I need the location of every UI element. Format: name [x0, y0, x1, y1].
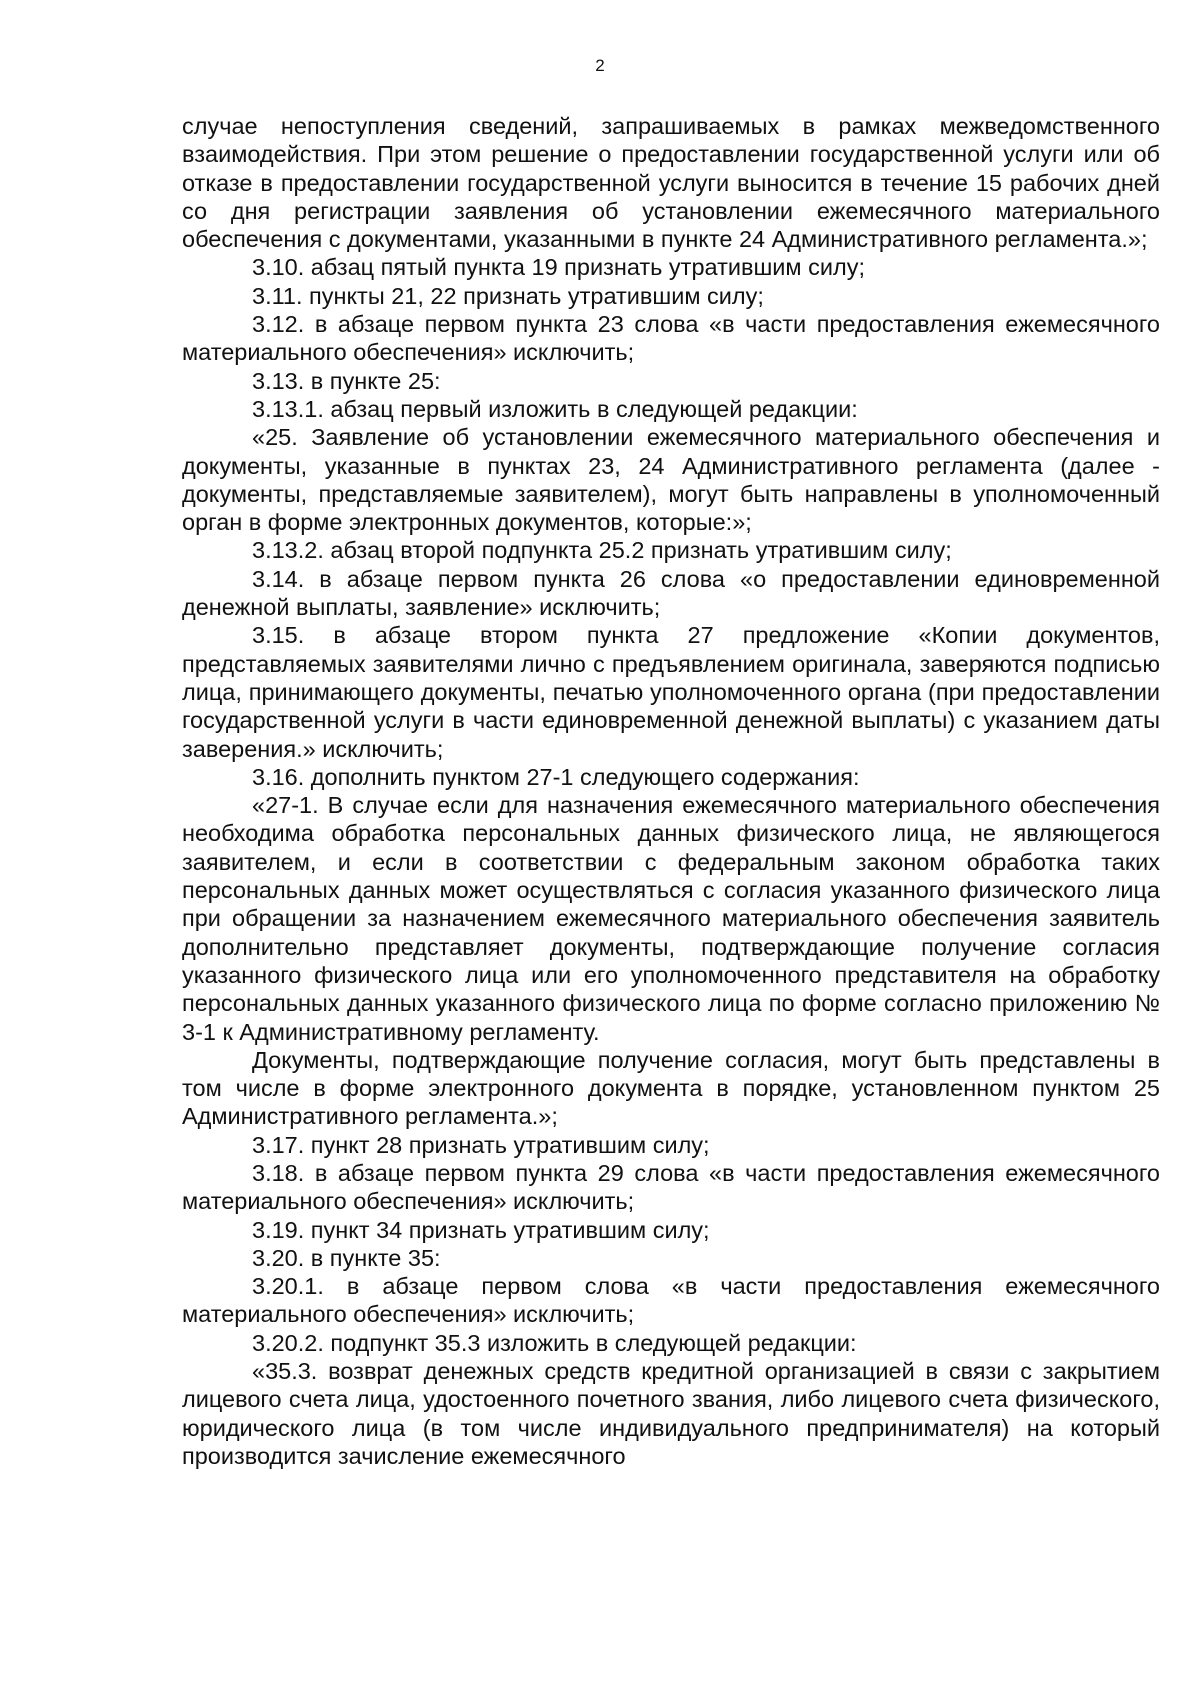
paragraph: 3.14. в абзаце первом пункта 26 слова «о предоставлении единовременной денежной выплаты, заявление» исключить; [182, 565, 1160, 621]
paragraph: 3.13.2. абзац второй подпункта 25.2 признать утратившим силу; [252, 537, 952, 564]
paragraph: «25. Заявление об установлении ежемесячного материального обеспечения и документы, указанные в пунктах 23, 24 Административного регламента (далее - документы, представляемые заявителем), могут быть направлены в уполномоченный орган в форме электронных документов, которые:»; [182, 424, 1160, 536]
paragraph: 3.17. пункт 28 признать утратившим силу; [252, 1131, 710, 1158]
paragraph: 3.11. пункты 21, 22 признать утратившим силу; [252, 282, 764, 309]
document-body [182, 112, 1160, 1470]
paragraph: 3.20. в пункте 35: [252, 1244, 441, 1271]
paragraph: «27-1. В случае если для назначения ежемесячного материального обеспечения необходима обработка персональных данных физического лица, не являющегося заявителем, и если в соответствии с федеральным законом обработка таких персональных данных может осуществляться с согласия указанного физического лица при обращении за назначением ежемесячного материального обеспечения заявитель дополнительно представляет документы, подтверждающие получение согласия указанного физического лица или его уполномоченного представителя на обработку персональных данных указанного физического лица по форме согласно приложению № 3-1 к Административному регламенту. [182, 792, 1160, 1045]
paragraph: 3.20.1. в абзаце первом слова «в части предоставления ежемесячного материального обеспечения» исключить; [182, 1273, 1160, 1328]
paragraph: 3.13. в пункте 25: [252, 367, 441, 394]
paragraph: 3.19. пункт 34 признать утратившим силу; [252, 1216, 710, 1243]
paragraph: 3.16. дополнить пунктом 27-1 следующего содержания: [252, 763, 860, 790]
paragraph: случае непоступления сведений, запрашиваемых в рамках межведомственного взаимодействия. При этом решение о предоставлении государственной услуги или об отказе в предоставлении государственной услуги выносится в течение 15 рабочих дней со дня регистрации заявления об установлении ежемесячного материального обеспечения с документами, указанными в пункте 24 Административного регламента.»; [182, 113, 1160, 253]
paragraph: 3.20.2. подпункт 35.3 изложить в следующей редакции: [252, 1329, 857, 1356]
paragraph: Документы, подтверждающие получение согласия, могут быть представлены в том числе в форме электронного документа в порядке, установленном пунктом 25 Административного регламента.»; [182, 1046, 1160, 1130]
paragraph: 3.18. в абзаце первом пункта 29 слова «в части предоставления ежемесячного материального обеспечения» исключить; [182, 1159, 1160, 1215]
paragraph: 3.10. абзац пятый пункта 19 признать утратившим силу; [252, 254, 865, 281]
paragraph: 3.12. в абзаце первом пункта 23 слова «в части предоставления ежемесячного материального обеспечения» исключить; [182, 311, 1160, 366]
paragraph: «35.3. возврат денежных средств кредитной организацией в связи с закрытием лицевого счета лица, удостоенного почетного звания, либо лицевого счета физического, юридического лица (в том числе индивидуального предпринимателя) на который производится зачисление ежемесячного [182, 1358, 1160, 1469]
paragraph: 3.13.1. абзац первый изложить в следующей редакции: [252, 395, 858, 422]
paragraph: 3.15. в абзаце втором пункта 27 предложение «Копии документов, представляемых заявителями лично с предъявлением оригинала, заверяются подписью лица, принимающего документы, печатью уполномоченного органа (при предоставлении государственной услуги в части единовременной денежной выплаты) с указанием даты заверения.» исключить; [182, 622, 1160, 762]
page-number: 2 [595, 56, 605, 75]
